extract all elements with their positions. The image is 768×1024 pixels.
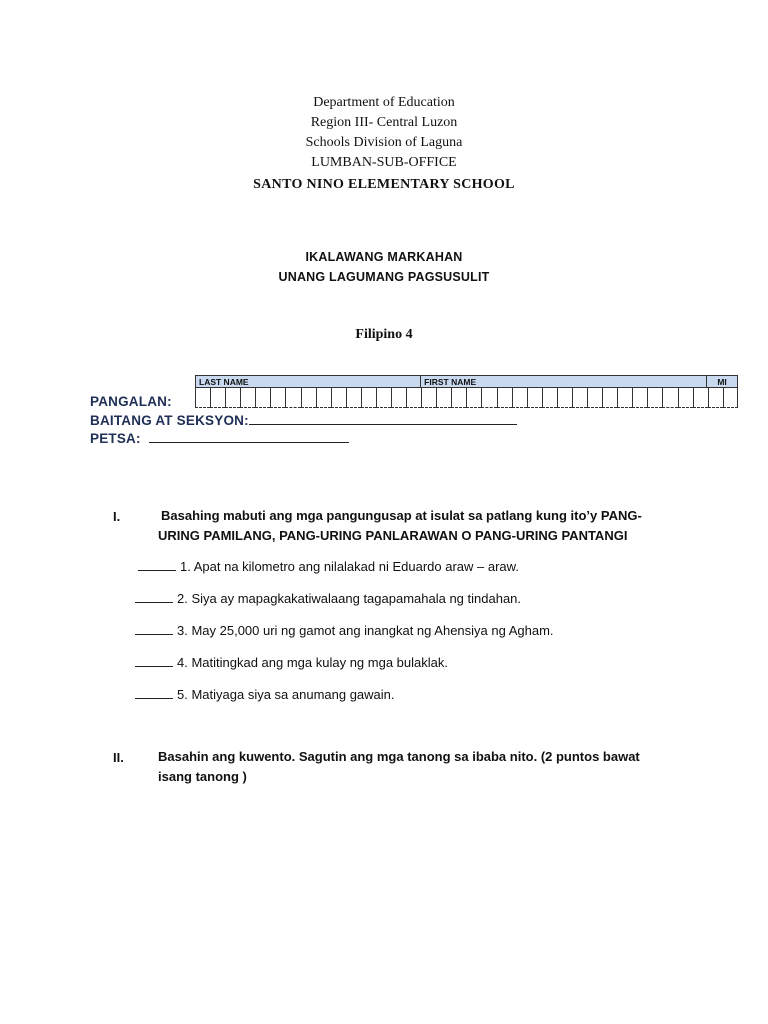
name-letter-box[interactable]	[391, 388, 406, 408]
name-letter-box[interactable]	[557, 388, 572, 408]
name-letter-box[interactable]	[647, 388, 662, 408]
name-letter-box[interactable]	[587, 388, 602, 408]
name-letter-box[interactable]	[361, 388, 376, 408]
name-letter-box[interactable]	[195, 388, 210, 408]
item-text: 4. Matitingkad ang mga kulay ng mga bulaklak.	[177, 655, 448, 670]
exam-subject: Filipino 4	[355, 327, 413, 342]
item-text: 2. Siya ay mapagkakatiwalaang tagapamahala ng tindahan.	[177, 591, 522, 606]
name-letter-box[interactable]	[301, 388, 316, 408]
date-field[interactable]	[90, 429, 349, 446]
header-department: Department of Education	[313, 95, 455, 110]
exam-title: UNANG LAGUMANG PAGSUSULIT	[278, 270, 490, 284]
name-grid[interactable]	[195, 375, 738, 408]
name-letter-box[interactable]	[376, 388, 391, 408]
section-1-number: I.	[113, 509, 121, 524]
name-letter-box[interactable]	[481, 388, 496, 408]
name-letter-box[interactable]	[466, 388, 481, 408]
answer-blank[interactable]	[135, 686, 173, 699]
name-letter-box[interactable]	[406, 388, 421, 408]
name-letter-box[interactable]	[678, 388, 693, 408]
answer-blank[interactable]	[135, 622, 173, 635]
grid-header-mi: MI	[717, 377, 727, 387]
name-letter-box[interactable]	[436, 388, 451, 408]
name-letter-box[interactable]	[497, 388, 512, 408]
section-2-instruction-line1: Basahin ang kuwento. Sagutin ang mga tanong sa ibaba nito. (2 puntos bawat	[158, 749, 640, 764]
section-2-instruction-line2: isang tanong )	[158, 769, 247, 784]
header-region: Region III- Central Luzon	[310, 115, 458, 130]
item-text: 5. Matiyaga siya sa anumang gawain.	[177, 687, 395, 702]
name-letter-box[interactable]	[602, 388, 617, 408]
header-division: Schools Division of Laguna	[305, 135, 463, 150]
date-line[interactable]	[149, 429, 349, 443]
header-sub-office: LUMBAN-SUB-OFFICE	[311, 155, 457, 170]
name-letter-box[interactable]	[270, 388, 285, 408]
item-text: 3. May 25,000 uri ng gamot ang inangkat ng Ahensiya ng Agham.	[177, 623, 554, 638]
list-item	[135, 590, 521, 606]
name-grid-header	[195, 375, 738, 388]
section-2-number: II.	[113, 750, 124, 765]
name-letter-box[interactable]	[316, 388, 331, 408]
name-grid-cells[interactable]	[195, 388, 738, 408]
date-label: PETSA:	[90, 431, 141, 446]
answer-blank[interactable]	[135, 654, 173, 667]
name-letter-box[interactable]	[617, 388, 632, 408]
name-letter-box[interactable]	[632, 388, 647, 408]
name-letter-box[interactable]	[285, 388, 300, 408]
name-letter-box[interactable]	[255, 388, 270, 408]
name-letter-box[interactable]	[210, 388, 225, 408]
name-letter-box[interactable]	[693, 388, 708, 408]
name-letter-box[interactable]	[331, 388, 346, 408]
name-letter-box[interactable]	[451, 388, 466, 408]
list-item	[135, 654, 448, 670]
grid-header-last-name: LAST NAME	[196, 376, 421, 387]
answer-blank[interactable]	[135, 590, 173, 603]
school-name: SANTO NINO ELEMENTARY SCHOOL	[253, 177, 515, 192]
grade-section-field[interactable]	[90, 411, 517, 428]
name-letter-box[interactable]	[346, 388, 361, 408]
name-letter-box[interactable]	[527, 388, 542, 408]
list-item	[135, 686, 395, 702]
name-letter-box[interactable]	[723, 388, 738, 408]
name-letter-box[interactable]	[708, 388, 723, 408]
name-letter-box[interactable]	[225, 388, 240, 408]
name-letter-box[interactable]	[512, 388, 527, 408]
section-1-instruction-line2: URING PAMILANG, PANG-URING PANLARAWAN O PANG-URING PANTANGI	[158, 528, 628, 543]
list-item	[135, 622, 554, 638]
name-letter-box[interactable]	[662, 388, 677, 408]
list-item	[138, 558, 519, 574]
name-letter-box[interactable]	[572, 388, 587, 408]
grid-header-first-name: FIRST NAME	[421, 376, 707, 387]
answer-blank[interactable]	[138, 558, 176, 571]
exam-quarter: IKALAWANG MARKAHAN	[305, 250, 463, 264]
grade-section-label: BAITANG AT SEKSYON:	[90, 413, 249, 428]
name-letter-box[interactable]	[421, 388, 436, 408]
grade-section-line[interactable]	[249, 411, 517, 425]
name-label: PANGALAN:	[90, 394, 172, 409]
name-letter-box[interactable]	[542, 388, 557, 408]
item-text: 1. Apat na kilometro ang nilalakad ni Eduardo araw – araw.	[180, 559, 519, 574]
section-1-instruction-line1: Basahing mabuti ang mga pangungusap at isulat sa patlang kung ito’y PANG-	[161, 508, 642, 523]
name-letter-box[interactable]	[240, 388, 255, 408]
